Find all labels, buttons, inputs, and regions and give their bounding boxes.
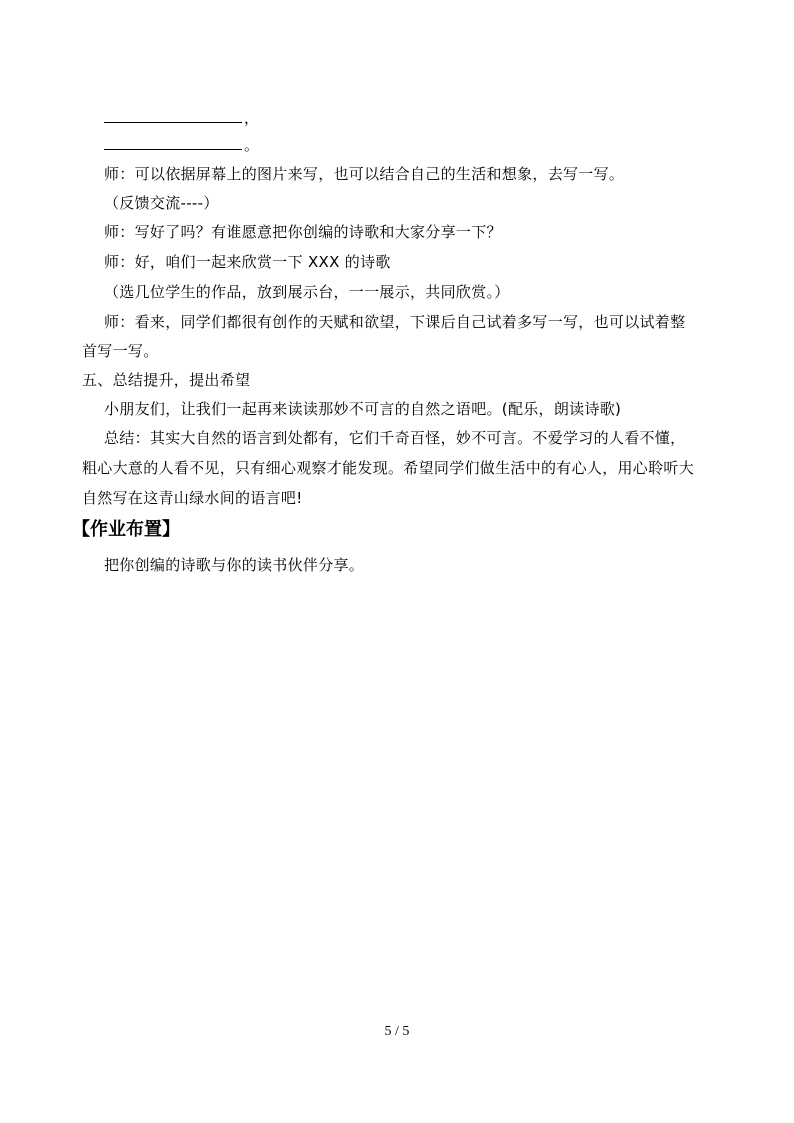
blank-punctuation: ， (244, 109, 260, 127)
section-heading: 五、总结提升，提出希望 (82, 371, 251, 389)
paragraph-line: 师：可以依据屏幕上的图片来写，也可以结合自己的生活和想象，去写一写。 (104, 165, 625, 183)
paragraph-line: 总结：其实大自然的语言到处都有，它们千奇百怪，妙不可言。不爱学习的人看不懂， (104, 429, 686, 447)
blank-underline (104, 108, 242, 123)
paragraph-line: 师：好，咱们一起来欣赏一下 XXX 的诗歌 (104, 253, 391, 271)
paragraph-line: 自然写在这青山绿水间的语言吧! (82, 489, 303, 507)
homework-text: 把你创编的诗歌与你的读书伙伴分享。 (104, 556, 365, 574)
fill-in-blank-line-1 (104, 108, 259, 128)
page-number: 5 / 5 (384, 1024, 410, 1039)
paragraph-line: （选几位学生的作品，放到展示台，一一展示，共同欣赏。） (104, 283, 510, 301)
paragraph-line: 小朋友们，让我们一起再来读读那妙不可言的自然之语吧。(配乐，朗读诗歌) (104, 400, 622, 418)
paragraph-line: 粗心大意的人看不见，只有细心观察才能发现。希望同学们做生活中的有心人，用心聆听大 (82, 459, 695, 477)
homework-heading: 【作业布置】 (72, 519, 180, 540)
paragraph-line: 师：写好了吗？有谁愿意把你创编的诗歌和大家分享一下？ (104, 223, 502, 241)
paragraph-line: 首写一写。 (82, 342, 159, 360)
blank-underline (104, 135, 242, 150)
blank-punctuation: 。 (244, 136, 260, 154)
fill-in-blank-line-2 (104, 135, 259, 155)
paragraph-line: （反馈交流----） (104, 194, 219, 212)
paragraph-line: 师：看来，同学们都很有创作的天赋和欲望，下课后自己试着多写一写，也可以试着整 (104, 313, 686, 331)
